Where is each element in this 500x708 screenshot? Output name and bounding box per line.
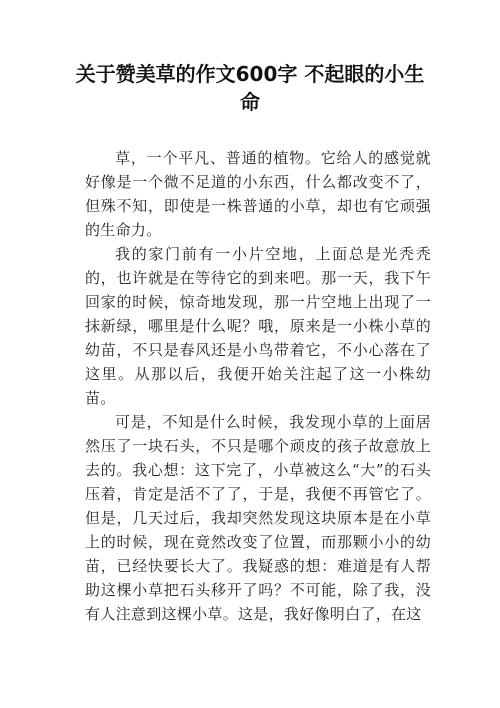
paragraph: 草，一个平凡、普通的植物。它给人的感觉就好像是一个微不足道的小东西，什么都改变不了，但殊不知，即使是一株普通的小草，却也有它顽强的生命力。 <box>85 149 431 239</box>
paragraph: 我的家门前有一小片空地，上面总是光秃秃的，也许就是在等待它的到来吧。那一天，我下午回家的时候，惊奇地发现，那一片空地上出现了一抹新绿，哪里是什么呢？哦，原来是一小株小草的幼苗，不只是春风还是小鸟带着它，不小心落在了这里。从那以后，我便开始关注起了这一小株幼苗。 <box>85 245 431 407</box>
paragraph: 可是，不知是什么时候，我发现小草的上面居然压了一块石头，不只是哪个顽皮的孩子故意放上去的。我心想：这下完了，小草被这么“大”的石头压着，肯定是活不了了，于是，我便不再管它了。但是，几天过后，我却突然发现这块原本是在小草上的时候，现在竟然改变了位置，而那颗小小的幼苗，已经快要长大了。我疑惑的想：难道是有人帮助这棵小草把石头移开了吗？不可能，除了我，没有人注意到这棵小草。这是，我好像明白了，在这 <box>85 413 431 623</box>
document-title: 关于赞美草的作文600字 不起眼的小生命 <box>75 62 425 114</box>
document-body <box>85 146 431 626</box>
